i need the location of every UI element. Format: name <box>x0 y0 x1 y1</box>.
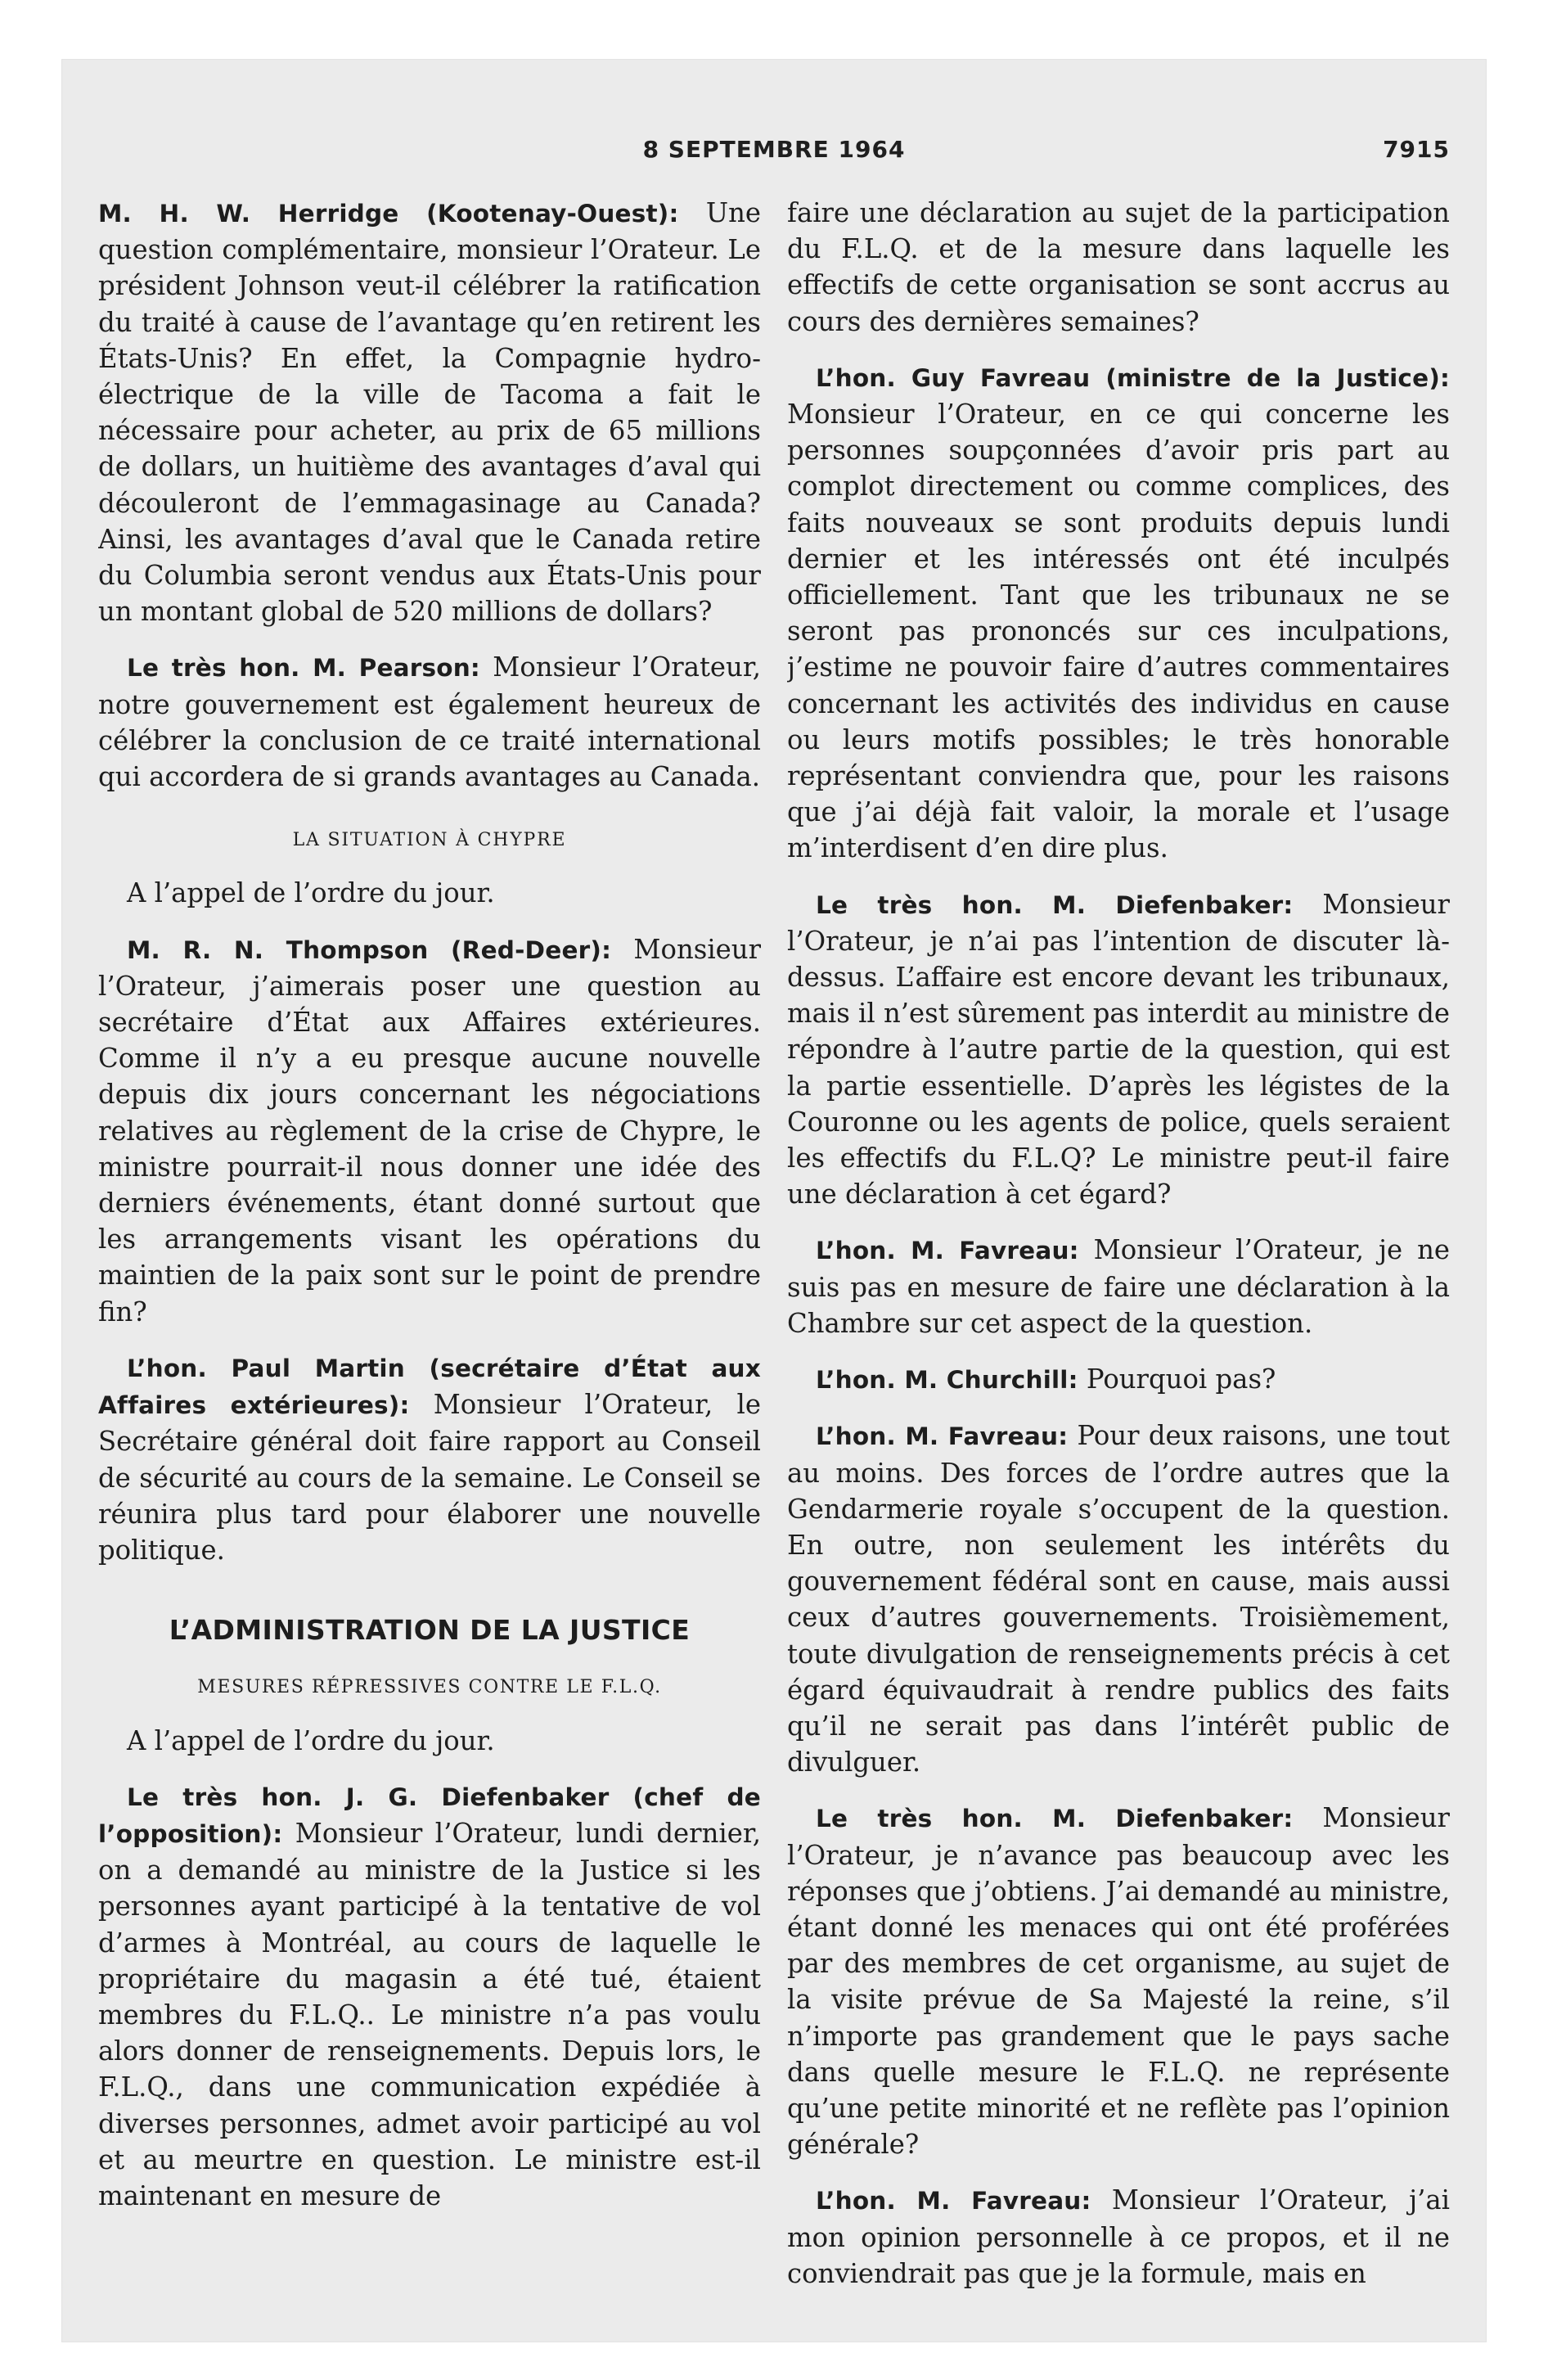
speech-text: Monsieur l’Orateur, j’ai mon opinion personnelle à ce propos, et il ne conviendrait pas que je la formule, mais en <box>787 2184 1450 2289</box>
paragraph-herridge <box>98 195 761 629</box>
speaker-name: M. R. N. Thompson (Red-Deer): <box>127 935 612 964</box>
speaker-name: L’hon. Guy Favreau (ministre de la Justice): <box>816 363 1450 392</box>
speaker-name: Le très hon. M. Diefenbaker: <box>816 1805 1294 1833</box>
speech-text: Pour deux raisons, une tout au moins. Des forces de l’ordre autres que la Gendarmerie royale s’occupent de la question. En outre, non seulement les intérêts du gouvernement fédéral sont en cause, mais aussi ceux d’autres gouvernements. Troisièmement, toute divulgation de renseignements précis à cet égard équivaudrait à rendre publics des faits qu’il ne serait pas dans l’intérêt public de divulguer. <box>787 1420 1450 1778</box>
speech-text: Monsieur l’Orateur, lundi dernier, on a demandé au ministre de la Justice si les personnes ayant participé à la tentative de vol d’armes à Montréal, au cours de laquelle le propriétaire du magasin a été tué, étaient membres du F.L.Q.. Le ministre n’a pas voulu alors donner de renseignements. Depuis lors, le F.L.Q., dans une communication expédiée à diverses personnes, admet avoir participé au vol et au meurtre en question. Le ministre est-il maintenant en mesure de <box>98 1817 761 2211</box>
paragraph-favreau <box>787 1418 1450 1780</box>
paragraph-continuation: faire une déclaration au sujet de la participation du F.L.Q. et de la mesure dans laquelle les effectifs de cette organisation se sont accrus au cours des dernières semaines? <box>787 197 1450 337</box>
speech-text: Monsieur l’Orateur, j’aimerais poser une question au secrétaire d’État aux Affaires extérieures. Comme il n’y a eu presque aucune nouvelle depuis dix jours concernant les négociations relatives au règlement de la crise de Chypre, le ministre pourrait-il nous donner une idée des derniers événements, étant donné surtout que les arrangements visant les opérations du maintien de la paix sont sur le point de prendre fin? <box>98 933 761 1327</box>
speaker-name: L’hon. Paul Martin (secrétaire d’État aux Affaires extérieures): <box>98 1354 761 1420</box>
page-number: 7915 <box>1383 136 1450 163</box>
speaker-name: Le très hon. M. Pearson: <box>127 654 480 683</box>
speaker-name: L’hon. M. Favreau: <box>816 1237 1079 1265</box>
section-heading-justice: L’ADMINISTRATION DE LA JUSTICE <box>169 1614 691 1647</box>
paragraph-martin <box>98 1350 761 1568</box>
paragraph-diefenbaker <box>98 1778 761 2214</box>
speech-text: Monsieur l’Orateur, notre gouvernement est également heureux de célébrer la conclusion de ce traité international qui accordera de si grands avantages au Canada. <box>98 651 761 793</box>
page-header <box>98 136 1450 177</box>
speaker-name: L’hon. M. Favreau: <box>816 2187 1091 2215</box>
speech-text: Monsieur l’Orateur, je n’avance pas beaucoup avec les réponses que j’obtiens. J’ai demandé au ministre, étant donné les menaces qui ont été proférées par des membres de cet organisme, au sujet de la visite prévue de Sa Majesté la reine, s’il n’importe pas grandement que le pays sache dans quelle mesure le F.L.Q. ne représente qu’une petite minorité et ne reflète pas l’opinion générale? <box>787 1802 1450 2161</box>
speaker-name: M. H. W. Herridge (Kootenay-Ouest): <box>98 200 679 228</box>
right-column <box>787 195 1450 2323</box>
speech-text: Monsieur l’Orateur, je n’ai pas l’intention de discuter là-dessus. L’affaire est encore devant les tribunaux, mais il n’est sûrement pas interdit au ministre de répondre à l’autre partie de la question, qui est la partie essentielle. D’après les légistes de la Couronne ou les agents de police, quels seraient les effectifs du F.L.Q? Le ministre peut-il faire une déclaration à cet égard? <box>787 888 1450 1210</box>
speech-text: Monsieur l’Orateur, le Secrétaire général doit faire rapport au Conseil de sécurité au cours de la semaine. Le Conseil se réunira plus tard pour élaborer une nouvelle politique. <box>98 1389 761 1566</box>
section-heading-chypre: LA SITUATION À CHYPRE <box>292 830 567 851</box>
paragraph-diefenbaker <box>787 886 1450 1213</box>
paragraph-favreau <box>787 1232 1450 1341</box>
speaker-name: L’hon. M. Churchill: <box>816 1366 1078 1395</box>
paragraph-diefenbaker <box>787 1800 1450 2162</box>
paragraph-pearson <box>98 649 761 795</box>
subsection-heading-flq: MESURES RÉPRESSIVES CONTRE LE F.L.Q. <box>197 1677 662 1698</box>
paragraph-ordre-du-jour: A l’appel de l’ordre du jour. <box>127 1724 495 1756</box>
left-column <box>98 195 761 2323</box>
paragraph-churchill <box>787 1361 1450 1398</box>
speech-text: Monsieur l’Orateur, je ne suis pas en mesure de faire une déclaration à la Chambre sur cet aspect de la question. <box>787 1234 1450 1339</box>
paragraph-ordre-du-jour: A l’appel de l’ordre du jour. <box>127 877 495 909</box>
paragraph-favreau <box>787 2182 1450 2292</box>
speech-text: Pourquoi pas? <box>1078 1364 1276 1395</box>
speech-text: Monsieur l’Orateur, en ce qui concerne les personnes soupçonnées d’avoir pris part au complot directement ou comme complices, des faits nouveaux se sont produits depuis lundi dernier et les intéressés ont été inculpés officiellement. Tant que les tribunaux ne se seront pas prononcés sur ces inculpations, j’estime ne pouvoir faire d’autres commentaires concernant les activités des individus en cause ou leurs motifs possibles; le très honorable représentant conviendra que, pour les raisons que j’ai déjà fait valoir, la morale et l’usage m’interdisent d’en dire plus. <box>787 399 1450 864</box>
header-date: 8 SEPTEMBRE 1964 <box>642 136 906 163</box>
paragraph-thompson <box>98 931 761 1330</box>
speaker-name: L’hon. M. Favreau: <box>816 1422 1069 1451</box>
speaker-name: Le très hon. M. Diefenbaker: <box>816 890 1294 919</box>
speech-text: Une question complémentaire, monsieur l’Orateur. Le président Johnson veut-il célébrer la ratification du traité à cause de l’avantage qu’en retirent les États-Unis? En effet, la Compagnie hydro-électrique de la ville de Tacoma a fait le nécessaire pour acheter, au prix de 65 millions de dollars, un huitième des avantages d’aval qui découleront de l’emmagasinage au Canada? Ainsi, les avantages d’aval que le Canada retire du Columbia seront vendus aux États-Unis pour un montant global de 520 millions de dollars? <box>98 197 761 628</box>
speaker-name: Le très hon. J. G. Diefenbaker (chef de l’opposition): <box>98 1783 761 1848</box>
paragraph-favreau <box>787 359 1450 867</box>
